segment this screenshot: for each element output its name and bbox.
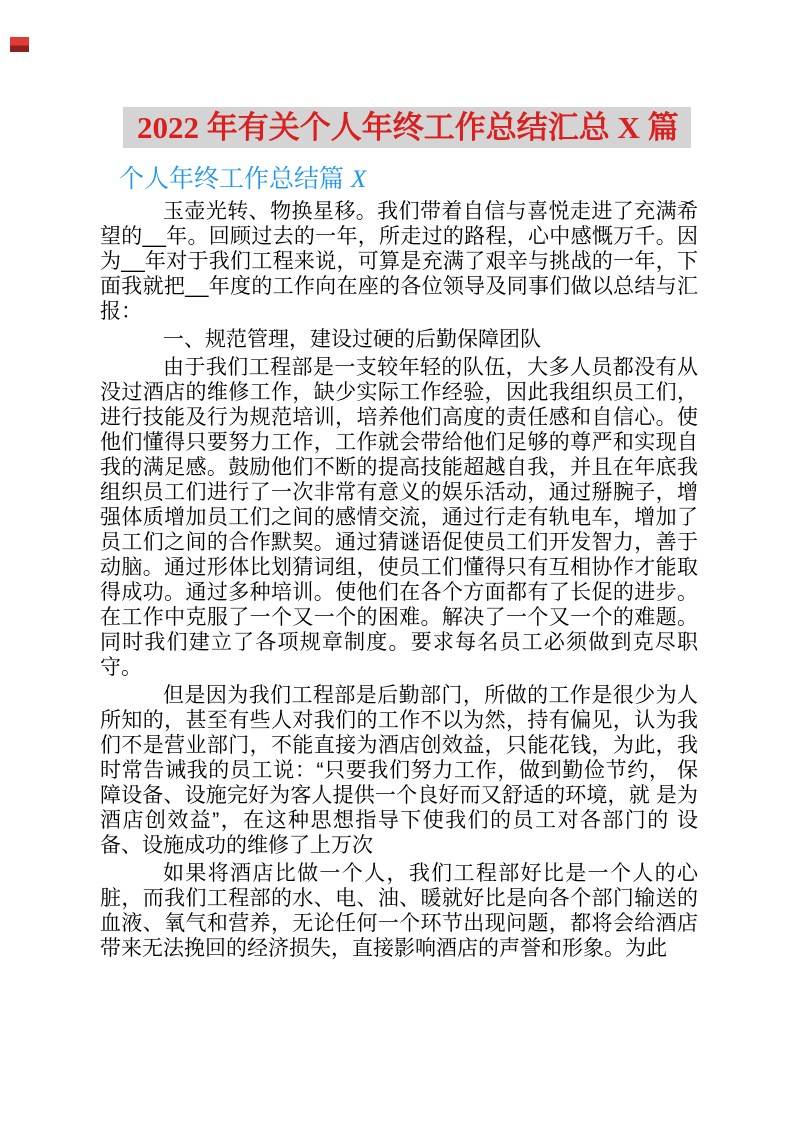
body-text (100, 199, 698, 961)
doc-subtitle-x: X (350, 166, 367, 193)
document-content (100, 107, 698, 964)
paragraph-back-office: 但是因为我们工程部是后勤部门，所做的工作是很少为人所知的，甚至有些人对我们的工作不以为然，持有偏见，认为我们不是营业部门，不能直接为酒店创效益，只能花钱，为此，我时常告诫我的员工说：“只要我们努力工作，做到勤俭节约， 保障设备、设施完好为客人提供一个良好而又舒适的环境，就 是为酒店创效益”，在这种思想指导下使我们的员工对各部门的 设备、设施成功的维修了上万次 (100, 684, 698, 857)
red-corner-mark (10, 37, 29, 52)
paragraph-hotel-heart: 如果将酒店比做一个人，我们工程部好比是一个人的心脏，而我们工程部的水、电、油、暖就好比是向各个部门输送的血液、氧气和营养，无论任何一个环节出现问题，都将会给酒店带来无法挽回的经济损失，直接影响酒店的声誉和形象。为此 (100, 862, 698, 960)
page-title: 2022 年有关个人年终工作总结汇总 X 篇 (123, 107, 691, 148)
doc-subtitle (119, 164, 698, 195)
paragraph-team-building: 由于我们工程部是一支较年轻的队伍，大多人员都没有从没过酒店的维修工作，缺少实际工作经验，因此我组织员工们，进行技能及行为规范培训，培养他们高度的责任感和自信心。使他们懂得只要努力工作，工作就会带给他们足够的尊严和实现自我的满足感。鼓励他们不断的提高技能超越自我，并且在年底我组织员工们进行了一次非常有意义的娱乐活动，通过掰腕子，增强体质增加员工们之间的感情交流，通过行走有轨电车，增加了员工们之间的合作默契。通过猜谜语促使员工们开发智力，善于动脑。通过形体比划猜词组，使员工们懂得只有互相协作才能取得成功。通过多种培训。使他们在各个方面都有了长促的进步。在工作中克服了一个又一个的困难。解决了一个又一个的难题。同时我们建立了各项规章制度。要求每名员工必须做到克尽职守。 (100, 356, 698, 679)
paragraph-section-heading: 一、规范管理，建设过硬的后勤保障团队 (163, 328, 541, 351)
title-line (123, 107, 698, 148)
doc-subtitle-text: 个人年终工作总结篇 (119, 165, 351, 193)
paragraph-intro: 玉壶光转、物换星移。我们带着自信与喜悦走进了充满希望的__年。回顾过去的一年，所走过的路程，心中感慨万千。因为__年对于我们工程来说，可算是充满了艰辛与挑战的一年，下面我就把__年度的工作向在座的各位领导及同事们做以总结与汇报： (100, 200, 698, 323)
